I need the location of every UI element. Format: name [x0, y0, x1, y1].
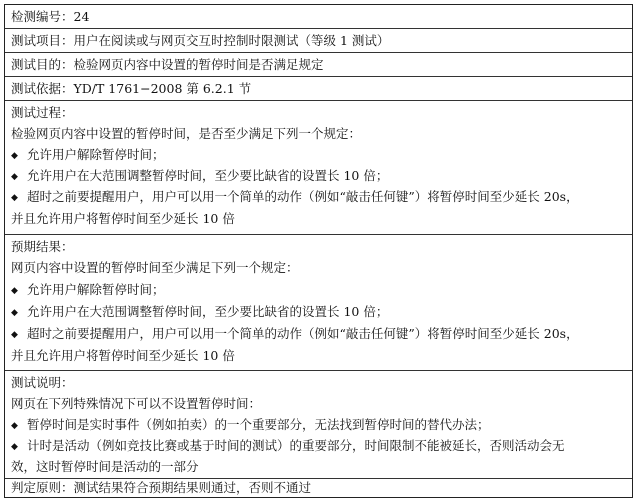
expected-intro: 网页内容中设置的暂停时间至少满足下列一个规定：	[11, 260, 299, 275]
notes-bullet-1: ◆ 暂停时间是实时事件（例如拍卖）的一个重要部分，无法找到暂停时间的替代办法；	[11, 415, 626, 436]
diamond-bullet-icon: ◆	[11, 330, 18, 340]
test-item-value: 用户在阅读或与网页交互时控制时限测试（等级 1 测试）	[73, 33, 390, 48]
row-judgement	[5, 479, 632, 497]
diamond-bullet-icon: ◆	[11, 151, 18, 161]
process-continuation: 并且允许用户将暂停时间至少延长 10 倍	[11, 211, 235, 226]
expected-heading: 预期结果：	[11, 239, 74, 254]
judgement-value: 测试结果符合预期结果则通过，否则不通过	[73, 480, 312, 495]
diamond-bullet-icon: ◆	[11, 286, 18, 296]
notes-bullet-2: ◆ 计时是活动（例如竞技比赛或基于时间的测试）的重要部分，时间限制不能被延长，否则活动会无	[11, 436, 626, 457]
diamond-bullet-icon: ◆	[11, 193, 18, 203]
expected-continuation: 并且允许用户将暂停时间至少延长 10 倍	[11, 348, 235, 363]
section-expected-result	[5, 235, 632, 371]
notes-intro: 网页在下列特殊情况下可以不设置暂停时间：	[11, 396, 262, 411]
test-purpose-value: 检验网页内容中设置的暂停时间是否满足规定	[73, 57, 324, 72]
row-test-purpose	[5, 53, 632, 77]
expected-bullet-1: ◆ 允许用户解除暂停时间；	[11, 280, 626, 301]
process-intro: 检验网页内容中设置的暂停时间，是否至少满足下列一个规定：	[11, 126, 362, 141]
process-bullet-2: ◆ 允许用户在大范围调整暂停时间，至少要比缺省的设置长 10 倍；	[11, 166, 626, 187]
expected-bullet-2: ◆ 允许用户在大范围调整暂停时间，至少要比缺省的设置长 10 倍；	[11, 302, 626, 323]
process-heading: 测试过程：	[11, 105, 74, 120]
test-item-label: 测试项目：	[11, 33, 74, 48]
process-bullet-3: ◆ 超时之前要提醒用户，用户可以用一个简单的动作（例如“敲击任何键”）将暂停时间至少延长 20s，	[11, 187, 626, 208]
diamond-bullet-icon: ◆	[11, 172, 18, 182]
row-test-number	[5, 5, 632, 29]
process-bullet-1: ◆ 允许用户解除暂停时间；	[11, 145, 626, 166]
judgement-label: 判定原则：	[11, 480, 74, 495]
section-test-process	[5, 101, 632, 235]
test-case-table	[4, 4, 633, 498]
test-number-value: 24	[73, 9, 90, 24]
diamond-bullet-icon: ◆	[11, 308, 18, 318]
notes-heading: 测试说明：	[11, 375, 74, 390]
row-test-item	[5, 29, 632, 53]
notes-continuation: 效，这时暂停时间是活动的一部分	[11, 459, 199, 474]
test-purpose-label: 测试目的：	[11, 57, 74, 72]
test-number-label: 检测编号：	[11, 9, 74, 24]
diamond-bullet-icon: ◆	[11, 421, 18, 431]
expected-bullet-3: ◆ 超时之前要提醒用户，用户可以用一个简单的动作（例如“敲击任何键”）将暂停时间至少延长 20s，	[11, 324, 626, 345]
test-basis-value: YD/T 1761−2008 第 6.2.1 节	[73, 81, 252, 96]
diamond-bullet-icon: ◆	[11, 442, 18, 452]
section-test-notes	[5, 371, 632, 479]
row-test-basis	[5, 77, 632, 101]
test-basis-label: 测试依据：	[11, 81, 74, 96]
